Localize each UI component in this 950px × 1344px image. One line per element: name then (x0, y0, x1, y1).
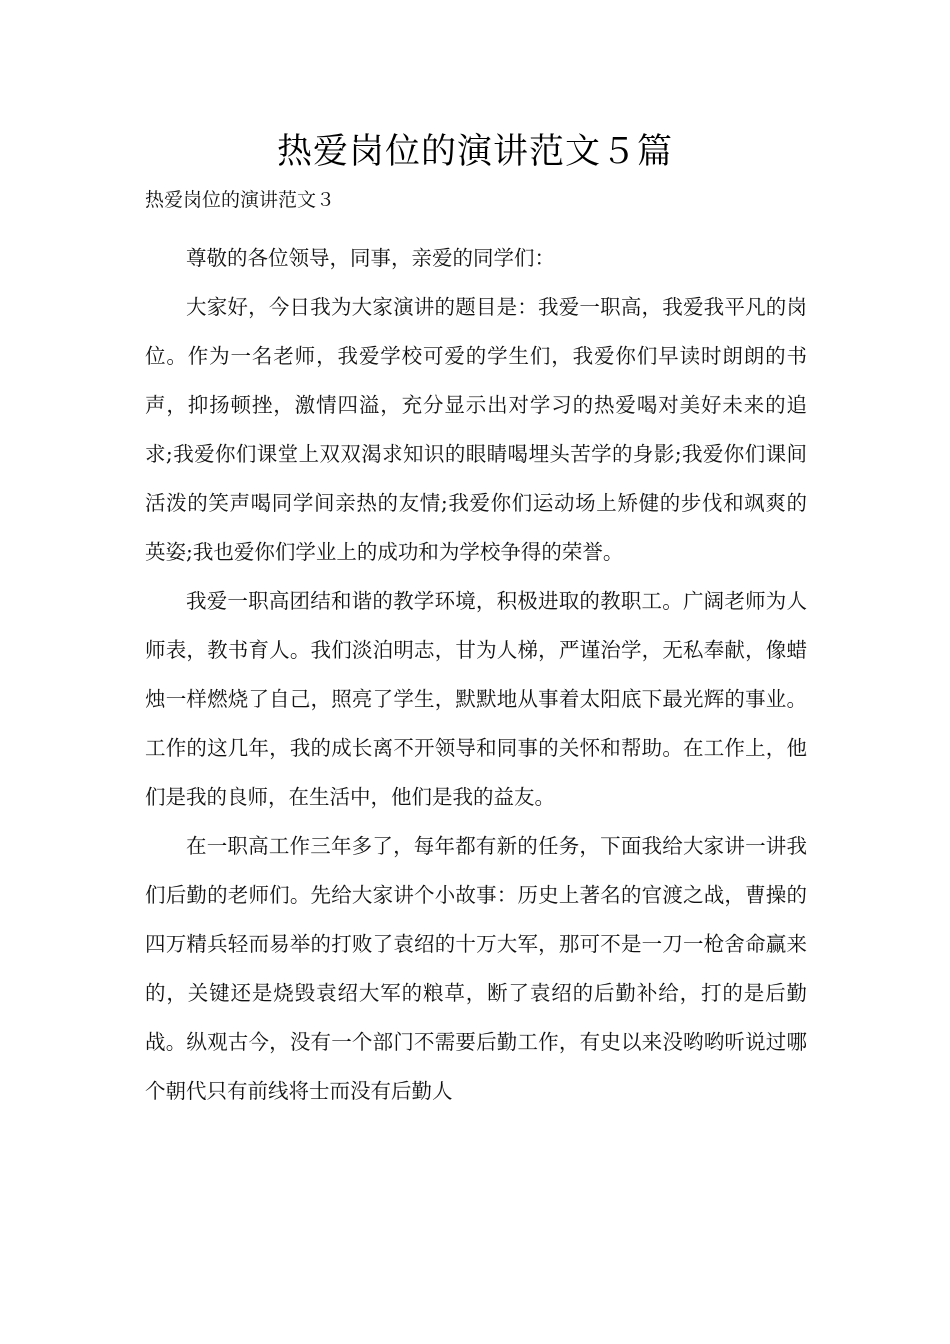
document-body (145, 234, 807, 1116)
body-paragraph: 大家好，今日我为大家演讲的题目是：我爱一职高，我爱我平凡的岗位。作为一名老师，我爱学校可爱的学生们，我爱你们早读时朗朗的书声，抑扬顿挫，激情四溢，充分显示出对学习的热爱喝对美好未来的追求;我爱你们课堂上双双渴求知识的眼睛喝埋头苦学的身影;我爱你们课间活泼的笑声喝同学间亲热的友情;我爱你们运动场上矫健的步伐和飒爽的英姿;我也爱你们学业上的成功和为学校争得的荣誉。 (145, 295, 807, 564)
body-paragraph: 我爱一职高团结和谐的教学环境，积极进取的教职工。广阔老师为人师表，教书育人。我们淡泊明志，甘为人梯，严谨治学，无私奉献，像蜡烛一样燃烧了自己，照亮了学生，默默地从事着太阳底下最光辉的事业。工作的这几年，我的成长离不开领导和同事的关怀和帮助。在工作上，他们是我的良师，在生活中，他们是我的益友。 (145, 589, 807, 809)
salutation-paragraph: 尊敬的各位领导，同事，亲爱的同学们： (186, 246, 555, 270)
document-subtitle: 热爱岗位的演讲范文３ (145, 189, 336, 211)
document-title: 热爱岗位的演讲范文５篇 (276, 132, 673, 172)
body-paragraph: 在一职高工作三年多了，每年都有新的任务，下面我给大家讲一讲我们后勤的老师们。先给大家讲个小故事：历史上著名的官渡之战，曹操的四万精兵轻而易举的打败了袁绍的十万大军，那可不是一刀一枪舍命赢来的，关键还是烧毁袁绍大军的粮草，断了袁绍的后勤补给，打的是后勤战。纵观古今，没有一个部门不需要后勤工作，有史以来没哟哟听说过哪个朝代只有前线将士而没有后勤人 (145, 834, 807, 1103)
